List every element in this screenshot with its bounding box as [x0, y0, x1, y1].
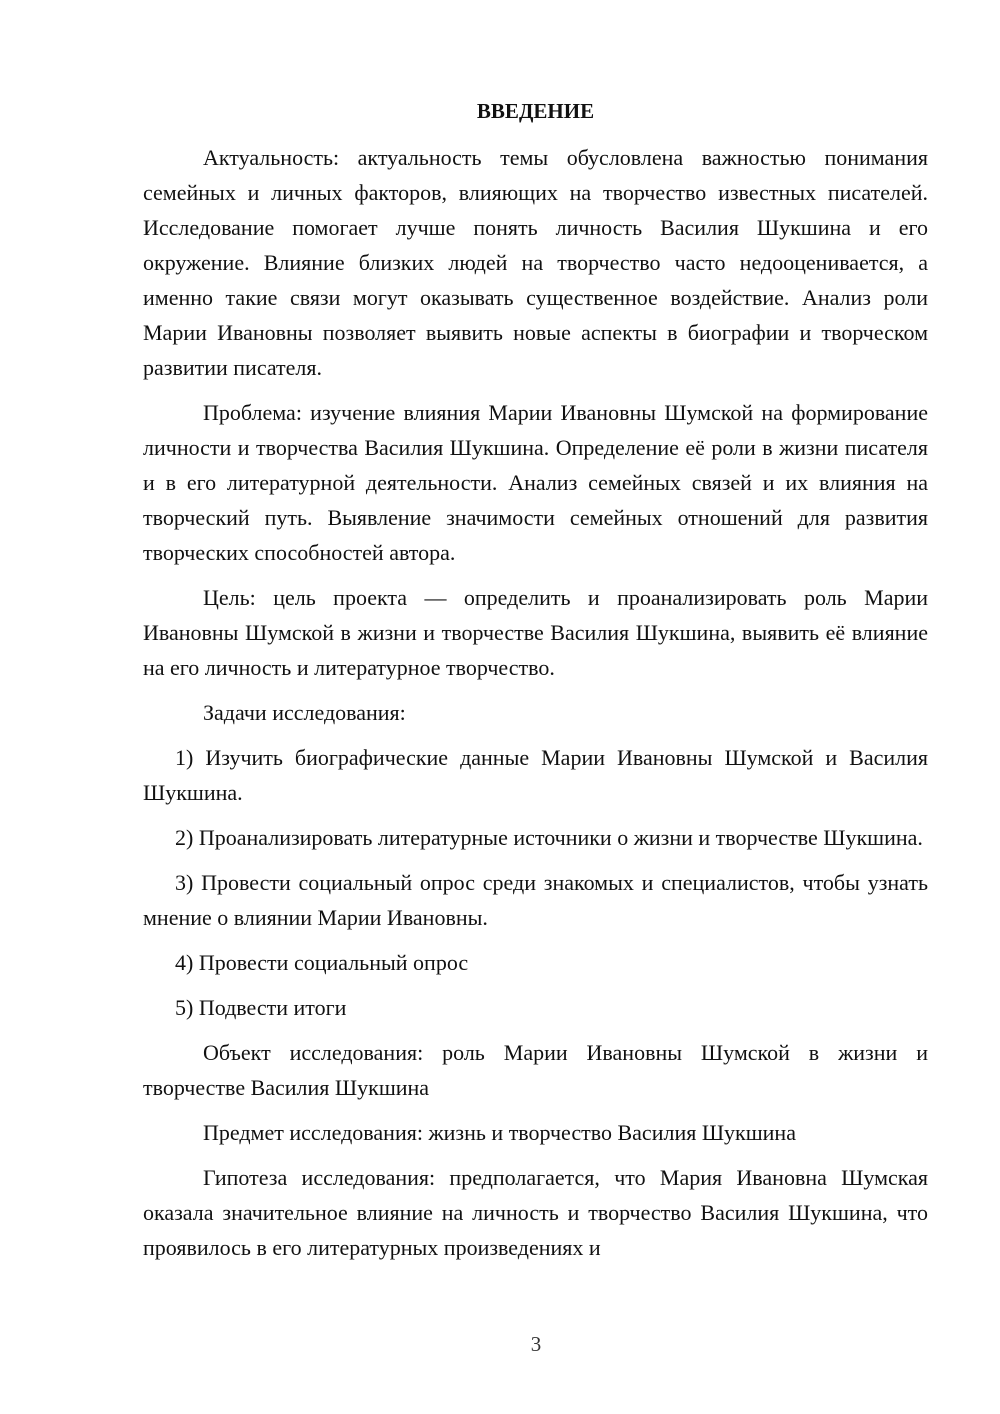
object-paragraph: Объект исследования: роль Марии Ивановны Шумской в жизни и творчестве Василия Шукшина — [143, 1040, 928, 1100]
relevance-paragraph: Актуальность: актуальность темы обусловлена важностью понимания семейных и личных факторов, влияющих на творчество известных писателей. Исследование помогает лучше понять личность Василия Шукшина и его окружение. Влияние близких людей на творчество часто недооценивается, а именно такие связи могут оказывать существенное воздействие. Анализ роли Марии Ивановны позволяет выявить новые аспекты в биографии и творческом развитии писателя. — [143, 145, 928, 380]
task-item-1: 1) Изучить биографические данные Марии Ивановны Шумской и Василия Шукшина. — [143, 745, 928, 805]
problem-paragraph: Проблема: изучение влияния Марии Ивановны Шумской на формирование личности и творчества Василия Шукшина. Определение её роли в жизни писателя и в его литературной деятельности. Анализ семейных связей и их влияния на творческий путь. Выявление значимости семейных отношений для развития творческих способностей автора. — [143, 400, 928, 565]
page-content — [143, 96, 928, 1275]
task-item-4: 4) Провести социальный опрос — [175, 950, 469, 975]
page-number: 3 — [530, 1332, 542, 1356]
goal-paragraph: Цель: цель проекта — определить и проанализировать роль Марии Ивановны Шумской в жизни и творчестве Василия Шукшина, выявить её влияние на его личность и литературное творчество. — [143, 585, 928, 680]
tasks-title: Задачи исследования: — [203, 700, 406, 725]
task-item-5: 5) Подвести итоги — [175, 995, 347, 1020]
section-heading: ВВЕДЕНИЕ — [476, 99, 595, 123]
task-item-3: 3) Провести социальный опрос среди знакомых и специалистов, чтобы узнать мнение о влиянии Марии Ивановны. — [143, 870, 928, 930]
hypothesis-paragraph: Гипотеза исследования: предполагается, что Мария Ивановна Шумская оказала значительное влияние на личность и творчество Василия Шукшина, что проявилось в его литературных произведениях и — [143, 1165, 928, 1260]
task-item-2: 2) Проанализировать литературные источники о жизни и творчестве Шукшина. — [175, 825, 923, 850]
subject-paragraph: Предмет исследования: жизнь и творчество Василия Шукшина — [203, 1120, 796, 1145]
